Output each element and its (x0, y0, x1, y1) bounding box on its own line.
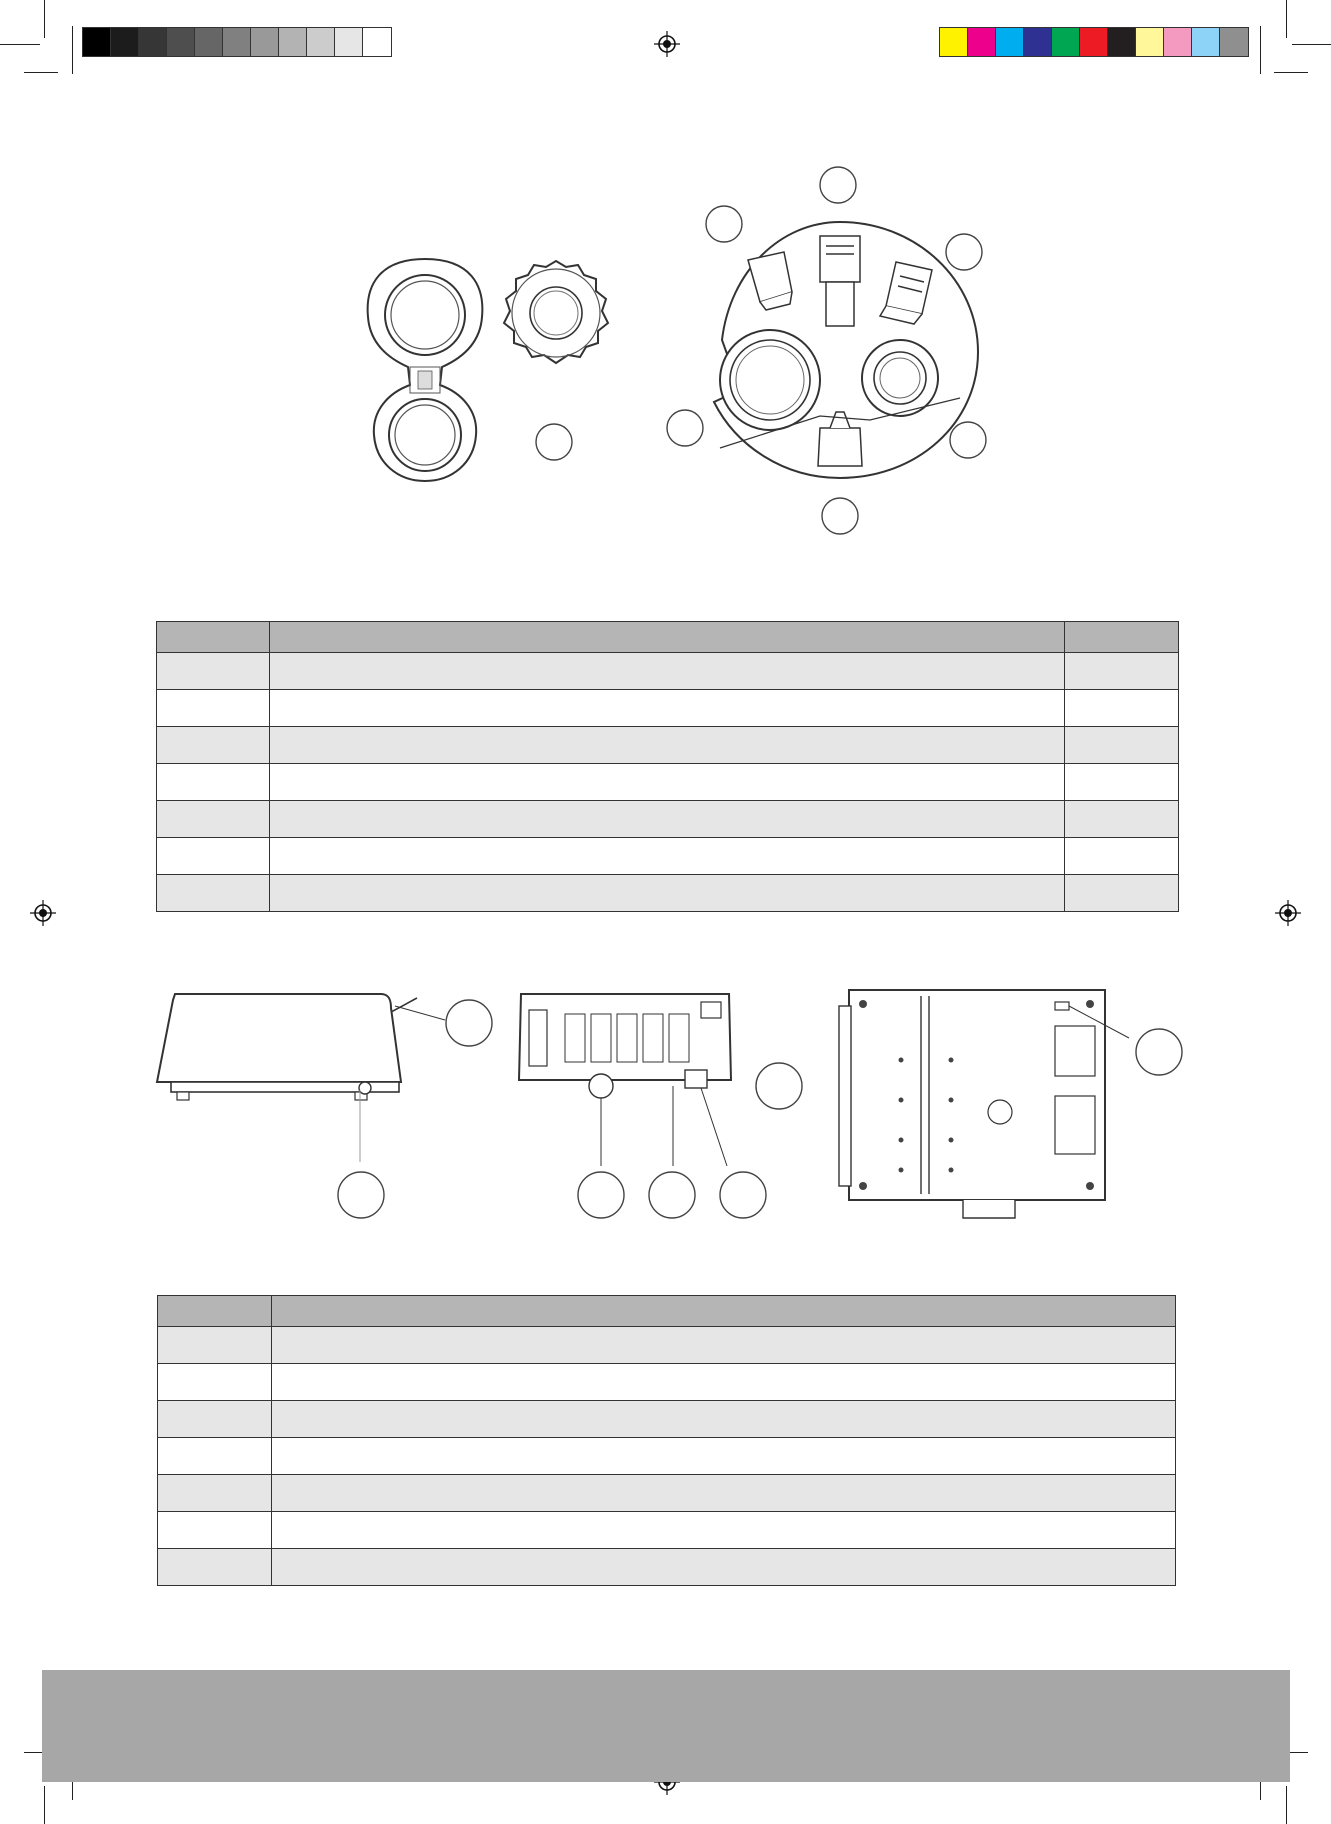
callout-circle-tray-bottom (820, 496, 860, 536)
callout-circle-back-1 (576, 1170, 626, 1220)
table-row (157, 764, 1179, 801)
color-swatch (1220, 28, 1248, 56)
table-cell (1065, 653, 1179, 690)
table-row (157, 838, 1179, 875)
crop-mark-bottom-left-v2 (44, 1786, 45, 1824)
crop-mark-top-left-v2 (72, 26, 73, 74)
table-cell (270, 764, 1065, 801)
table-cell (270, 838, 1065, 875)
table-cell (1065, 727, 1179, 764)
table-cell (270, 690, 1065, 727)
table-row (157, 801, 1179, 838)
callout-circle-side-top (444, 998, 494, 1048)
table-cell (270, 653, 1065, 690)
color-swatch (279, 28, 307, 56)
table-cell (1065, 764, 1179, 801)
device-bottom-view-illustration (835, 986, 1115, 1226)
process-color-bar (939, 27, 1249, 57)
table-header-cell (272, 1296, 1176, 1327)
callout-circle-tray-top-left (704, 204, 744, 244)
table-row (158, 1364, 1176, 1401)
table-row (158, 1401, 1176, 1438)
table-cell (1065, 838, 1179, 875)
table-cell (272, 1549, 1176, 1586)
table-cell (157, 653, 270, 690)
cap-illustration (500, 257, 612, 369)
table-header-cell (270, 622, 1065, 653)
table-cell (158, 1401, 272, 1438)
table-row (157, 875, 1179, 912)
color-swatch (1080, 28, 1108, 56)
table-cell (272, 1401, 1176, 1438)
color-swatch (167, 28, 195, 56)
color-swatch (1136, 28, 1164, 56)
table-cell (157, 764, 270, 801)
crop-mark-top-left-h (0, 44, 40, 45)
color-swatch (996, 28, 1024, 56)
table-cell (1065, 690, 1179, 727)
color-swatch (1024, 28, 1052, 56)
callout-circle-bottom-view (1134, 1027, 1184, 1077)
color-swatch (251, 28, 279, 56)
table-cell (157, 727, 270, 764)
table-cell (157, 875, 270, 912)
table-header-cell (158, 1296, 272, 1327)
device-back-view-illustration (515, 990, 735, 1110)
accessory-tray-illustration (700, 220, 980, 480)
callout-circle-tray-right (948, 420, 988, 460)
table-row (158, 1327, 1176, 1364)
parts-table-2 (157, 1295, 1176, 1586)
table-cell (270, 875, 1065, 912)
table-cell (157, 801, 270, 838)
table-cell (1065, 875, 1179, 912)
color-swatch (307, 28, 335, 56)
table-row (158, 1475, 1176, 1512)
color-swatch (139, 28, 167, 56)
wrench-tool-illustration (360, 255, 490, 485)
table-cell (270, 801, 1065, 838)
callout-circle-tray-left (665, 408, 705, 448)
color-swatch (363, 28, 391, 56)
table-cell (158, 1475, 272, 1512)
callout-circle-back-2 (647, 1170, 697, 1220)
color-swatch (1164, 28, 1192, 56)
color-swatch (1052, 28, 1080, 56)
table-row (158, 1549, 1176, 1586)
crop-mark-bottom-right-v2 (1286, 1786, 1287, 1824)
callout-circle-tray-top (818, 165, 858, 205)
callout-circle-tray-top-right (944, 232, 984, 272)
table-cell (270, 727, 1065, 764)
table-row (157, 727, 1179, 764)
color-swatch (335, 28, 363, 56)
table-cell (1065, 801, 1179, 838)
table-row (158, 1438, 1176, 1475)
table-header-row (158, 1296, 1176, 1327)
registration-mark-right (1275, 900, 1301, 926)
crop-mark-top-right-h (1292, 44, 1331, 45)
table-header-cell (1065, 622, 1179, 653)
parts-table-1 (156, 621, 1179, 912)
table-cell (272, 1327, 1176, 1364)
callout-circle-side-bottom (336, 1170, 386, 1220)
crop-mark-top-right-v2 (1260, 26, 1261, 74)
table-cell (272, 1512, 1176, 1549)
table-row (157, 653, 1179, 690)
callout-circle-back-right (754, 1061, 804, 1111)
device-side-view-illustration (155, 990, 415, 1110)
table-cell (158, 1364, 272, 1401)
table-cell (272, 1438, 1176, 1475)
table-header-cell (157, 622, 270, 653)
table-cell (157, 690, 270, 727)
registration-mark-left (30, 900, 56, 926)
table-cell (157, 838, 270, 875)
table-cell (158, 1549, 272, 1586)
table-cell (158, 1327, 272, 1364)
crop-mark-top-left-v (44, 0, 45, 38)
color-swatch (83, 28, 111, 56)
table-cell (158, 1438, 272, 1475)
color-swatch (1192, 28, 1220, 56)
table-row (157, 690, 1179, 727)
callout-circle-cap (534, 422, 574, 462)
registration-mark-top (654, 31, 680, 57)
color-swatch (111, 28, 139, 56)
table-cell (272, 1364, 1176, 1401)
table-cell (272, 1475, 1176, 1512)
crop-mark-top-left-h2 (24, 72, 58, 73)
callout-circle-back-3 (718, 1170, 768, 1220)
table-row (158, 1512, 1176, 1549)
grayscale-color-bar (82, 27, 392, 57)
color-swatch (195, 28, 223, 56)
color-swatch (1108, 28, 1136, 56)
footer-band (42, 1670, 1290, 1782)
color-swatch (940, 28, 968, 56)
table-cell (158, 1512, 272, 1549)
crop-mark-top-right-h2 (1274, 72, 1308, 73)
color-swatch (968, 28, 996, 56)
crop-mark-top-right-v (1286, 0, 1287, 38)
table-header-row (157, 622, 1179, 653)
color-swatch (223, 28, 251, 56)
